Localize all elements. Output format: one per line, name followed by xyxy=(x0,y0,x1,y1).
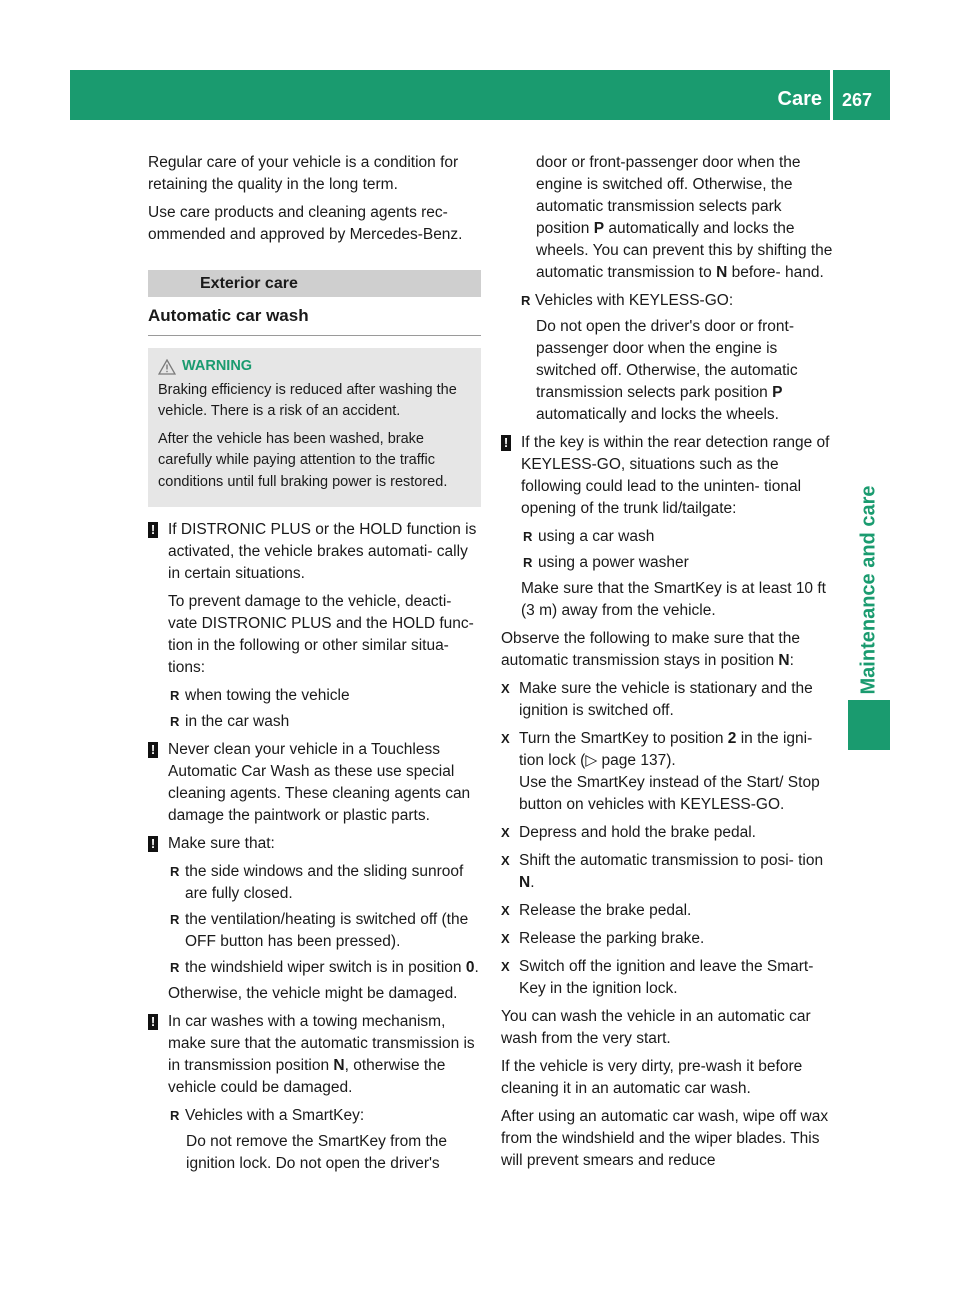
note-text: To prevent damage to the vehicle, deacti- vate DISTRONIC PLUS and the HOLD func- tion in the following or other similar situa- tions: xyxy=(168,593,474,676)
chapter-title: Care xyxy=(777,88,822,110)
instruction-step: X Switch off the ignition and leave the Smart- Key in the ignition lock. xyxy=(501,956,835,1000)
position-value: 0 xyxy=(465,959,475,976)
note-text: Never clean your vehicle in a Touchless Automatic Car Wash as these use special cleaning agents. These cleaning agents can damage the paintwork or plastic parts. xyxy=(168,741,471,824)
list-item-detail: Do not remove the SmartKey from the ignition lock. Do not open the driver's xyxy=(186,1133,448,1172)
exclamation-icon: ! xyxy=(148,1014,158,1030)
position-value: N xyxy=(716,264,728,281)
header-separator xyxy=(830,70,833,120)
instruction-step: X Make sure the vehicle is stationary and the ignition is switched off. xyxy=(501,678,835,722)
step-text: Shift the automatic transmission to posi- tion xyxy=(519,852,824,869)
left-column xyxy=(148,152,481,1181)
right-column xyxy=(501,152,835,1178)
list-item: R Vehicles with a SmartKey: xyxy=(168,1105,481,1127)
list-item: R the ventilation/heating is switched off (the OFF button has been pressed). xyxy=(168,909,481,953)
note-text: Make sure that the SmartKey is at least 10 ft (3 m) away from the vehicle. xyxy=(521,580,826,619)
body-paragraph: If the vehicle is very dirty, pre-wash it before cleaning it in an automatic car wash. xyxy=(501,1058,803,1097)
intro-paragraph: Use care products and cleaning agents rec- ommended and approved by Mercedes-Benz. xyxy=(148,204,463,243)
position-value: 2 xyxy=(727,730,737,747)
note-text: If the key is within the rear detection range of KEYLESS-GO, situations such as the following could lead to the uninten- tional opening of the trunk lid/tailgate: xyxy=(521,434,830,517)
list-item: R using a power washer xyxy=(521,552,835,574)
header-bar xyxy=(70,70,890,120)
body-paragraph: You can wash the vehicle in an automatic car wash from the very start. xyxy=(501,1008,811,1047)
note-text-part: In car washes with a towing mechanism, make sure that the automatic transmission is in transmission position xyxy=(168,1013,475,1074)
text-part: before- hand. xyxy=(731,264,824,281)
list-item-detail xyxy=(501,316,835,426)
instruction-step: X Release the brake pedal. xyxy=(501,900,835,922)
note-text: Otherwise, the vehicle might be damaged. xyxy=(168,985,458,1002)
list-item-text: . xyxy=(474,959,479,976)
caution-note xyxy=(148,1011,481,1175)
instruction-step: X Release the parking brake. xyxy=(501,928,835,950)
warning-title xyxy=(158,356,471,378)
list-item: R when towing the vehicle xyxy=(168,685,481,707)
warning-title-text: WARNING xyxy=(182,358,253,374)
note-text xyxy=(168,1011,481,1099)
note-text: Make sure that: xyxy=(168,835,275,852)
warning-triangle-icon xyxy=(158,359,176,375)
page-reference-link[interactable]: in the igni- tion lock (▷ page 137). xyxy=(519,730,813,769)
exclamation-icon: ! xyxy=(148,522,158,538)
continued-text xyxy=(501,152,835,284)
instruction-step xyxy=(501,850,835,894)
list-item: R Vehicles with KEYLESS-GO: xyxy=(501,290,835,312)
note-text-part: , otherwise the vehicle could be damaged. xyxy=(168,1057,446,1096)
warning-box xyxy=(148,348,481,507)
side-tab-label: Maintenance and care xyxy=(857,485,880,695)
warning-text: After the vehicle has been washed, brake carefully while paying attention to the traffic conditions until full braking power is restored. xyxy=(158,430,448,490)
list-item: R the side windows and the sliding sunroof are fully closed. xyxy=(168,861,481,905)
caution-note xyxy=(148,739,481,827)
text-part: Observe the following to make sure that the automatic transmission stays in position xyxy=(501,630,800,669)
text-part: : xyxy=(789,652,794,669)
side-tab-marker xyxy=(848,700,890,750)
warning-text: Braking efficiency is reduced after washing the vehicle. There is a risk of an accident. xyxy=(158,381,457,419)
subsection-heading: Automatic car wash xyxy=(148,305,481,336)
list-item: R using a car wash xyxy=(521,526,835,548)
intro-paragraph: Regular care of your vehicle is a condition for retaining the quality in the long term. xyxy=(148,154,459,193)
position-value: N xyxy=(333,1057,345,1074)
text-part: door or front-passenger door when the engine is switched off. Otherwise, the automatic transmission selects park position xyxy=(536,154,801,237)
page-number: 267 xyxy=(842,90,873,110)
position-value: P xyxy=(593,220,605,237)
step-detail: Use the SmartKey instead of the Start/ Stop button on vehicles with KEYLESS-GO. xyxy=(519,774,820,813)
position-value: P xyxy=(772,384,783,401)
list-item xyxy=(168,957,481,979)
list-item: R in the car wash xyxy=(168,711,481,733)
step-text: . xyxy=(530,874,535,891)
list-item-text: the windshield wiper switch is in position xyxy=(185,959,462,976)
exclamation-icon: ! xyxy=(148,742,158,758)
caution-note xyxy=(148,833,481,1005)
exclamation-icon: ! xyxy=(148,836,158,852)
text-part: Do not open the driver's door or front- passenger door when the engine is switched off. Otherwise, the automatic transmission selects park position xyxy=(536,318,798,401)
position-value: N xyxy=(519,874,531,891)
caution-note xyxy=(148,519,481,733)
instruction-step: X Depress and hold the brake pedal. xyxy=(501,822,835,844)
instruction-step xyxy=(501,728,835,816)
text-part: automatically and locks the wheels. xyxy=(536,406,779,423)
section-heading: Exterior care xyxy=(148,270,481,297)
text-part: automatically and locks the wheels. You can prevent this by shifting the automatic transmission to xyxy=(536,220,833,281)
exclamation-icon: ! xyxy=(501,435,511,451)
step-text: Turn the SmartKey to position xyxy=(519,730,724,747)
instruction-intro xyxy=(501,628,835,672)
body-paragraph: After using an automatic car wash, wipe off wax from the windshield and the wiper blades. This will prevent smears and reduce xyxy=(501,1108,829,1169)
note-text: If DISTRONIC PLUS or the HOLD function is activated, the vehicle brakes automati- cally in certain situations. xyxy=(168,521,477,582)
caution-note xyxy=(501,432,835,622)
position-value: N xyxy=(778,652,790,669)
